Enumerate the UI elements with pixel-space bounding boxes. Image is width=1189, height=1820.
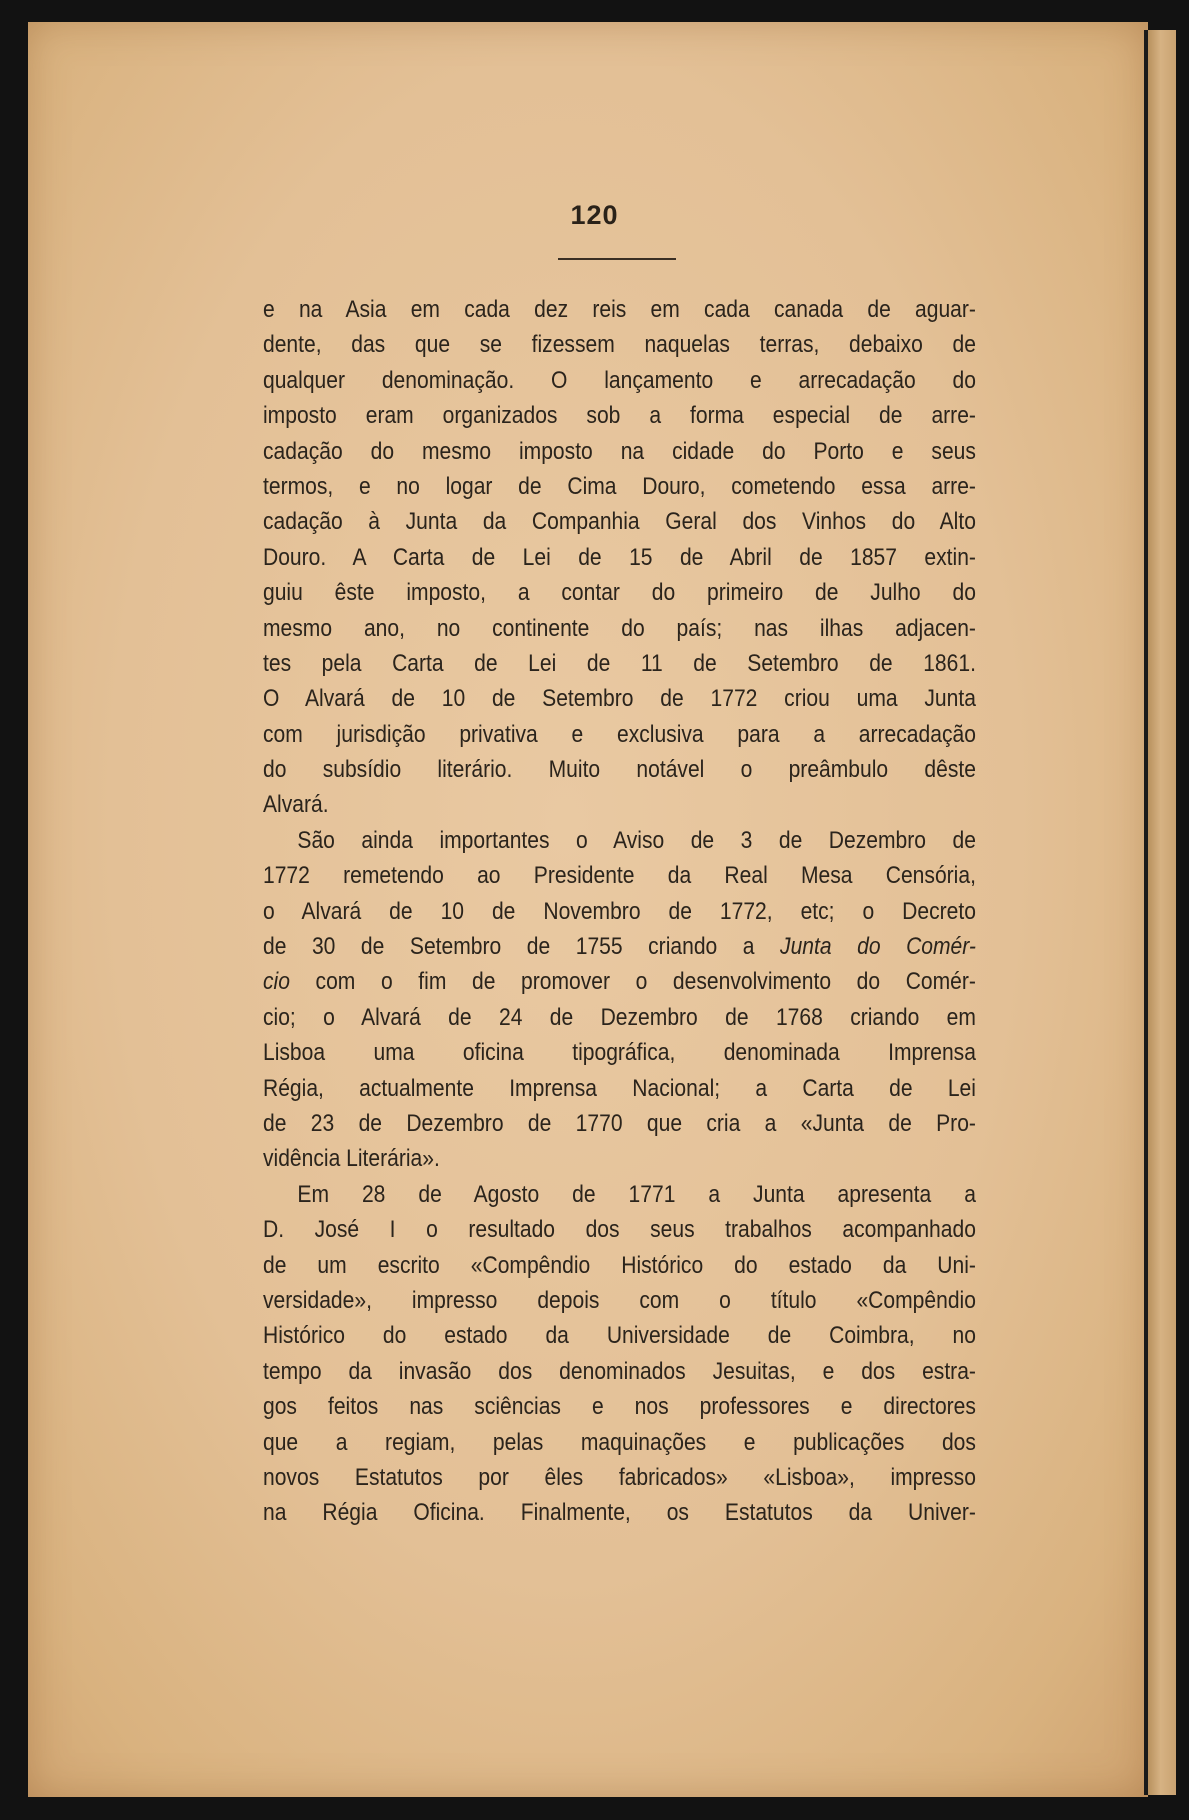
text-line: com jurisdição privativa e exclusiva para a arrecadação: [263, 720, 976, 748]
text-line: Douro. A Carta de Lei de 15 de Abril de 1857 extin-: [263, 543, 976, 571]
text-line: cio; o Alvará de 24 de Dezembro de 1768 criando em: [263, 1003, 976, 1031]
text-line: cadação do mesmo imposto na cidade do Porto e seus: [263, 437, 976, 465]
text-line: mesmo ano, no continente do país; nas ilhas adjacen-: [263, 614, 976, 642]
body-text: [263, 292, 976, 1531]
page-edge: [1148, 30, 1176, 1795]
text-line: e na Asia em cada dez reis em cada canada de aguar-: [263, 296, 976, 323]
text-line: de um escrito «Compêndio Histórico do estado da Uni-: [263, 1251, 976, 1279]
text-line: O Alvará de 10 de Setembro de 1772 criou uma Junta: [263, 685, 976, 713]
text-line: vidência Literária».: [263, 1145, 440, 1173]
text-line: que a regiam, pelas maquinações e publicações dos: [263, 1428, 976, 1456]
text-line: imposto eram organizados sob a forma especial de arre-: [263, 402, 976, 430]
text-line: guiu êste imposto, a contar do primeiro de Julho do: [263, 579, 976, 607]
text-line: do subsídio literário. Muito notável o preâmbulo dêste: [263, 756, 976, 784]
text-line: gos feitos nas sciências e nos professores e directores: [263, 1393, 976, 1421]
italic-text: cio: [263, 968, 290, 996]
text-line: Lisboa uma oficina tipográfica, denominada Imprensa: [263, 1039, 976, 1067]
paragraph-start-line: São ainda importantes o Aviso de 3 de Dezembro de: [297, 826, 976, 854]
text-line: novos Estatutos por êles fabricados» «Lisboa», impresso: [263, 1463, 976, 1491]
page-number-rule: [558, 258, 676, 260]
text-line: na Régia Oficina. Finalmente, os Estatutos da Univer-: [263, 1499, 976, 1527]
text-line: de 23 de Dezembro de 1770 que cria a «Junta de Pro-: [263, 1109, 976, 1137]
text-line: D. José I o resultado dos seus trabalhos acompanhado: [263, 1216, 976, 1244]
text-line: cadação à Junta da Companhia Geral dos Vinhos do Alto: [263, 508, 976, 536]
text-line: Histórico do estado da Universidade de Coimbra, no: [263, 1322, 976, 1350]
text-line: o Alvará de 10 de Novembro de 1772, etc; o Decreto: [263, 897, 976, 925]
text-line: tes pela Carta de Lei de 11 de Setembro de 1861.: [263, 649, 976, 677]
text-line: qualquer denominação. O lançamento e arrecadação do: [263, 366, 976, 394]
text-line: [263, 929, 976, 964]
text-line: versidade», impresso depois com o título «Compêndio: [263, 1286, 976, 1314]
text-line: Régia, actualmente Imprensa Nacional; a Carta de Lei: [263, 1074, 976, 1102]
text-fragment: de 30 de Setembro de 1755 criando a: [263, 933, 781, 961]
paragraph-start-line: Em 28 de Agosto de 1771 a Junta apresenta a: [297, 1180, 976, 1208]
page-number: 120: [570, 200, 619, 230]
text-fragment: com o fim de promover o desenvolvimento do Comér-: [289, 968, 976, 996]
text-line: 1772 remetendo ao Presidente da Real Mesa Censória,: [263, 862, 976, 890]
text-line: tempo da invasão dos denominados Jesuitas, e dos estra-: [263, 1357, 976, 1385]
italic-text: Junta do Comér-: [780, 933, 976, 961]
text-line: termos, e no logar de Cima Douro, cometendo essa arre-: [263, 472, 976, 500]
text-line: dente, das que se fizessem naquelas terras, debaixo de: [263, 331, 976, 359]
text-line: Alvará.: [263, 791, 329, 819]
text-line: [263, 964, 976, 999]
